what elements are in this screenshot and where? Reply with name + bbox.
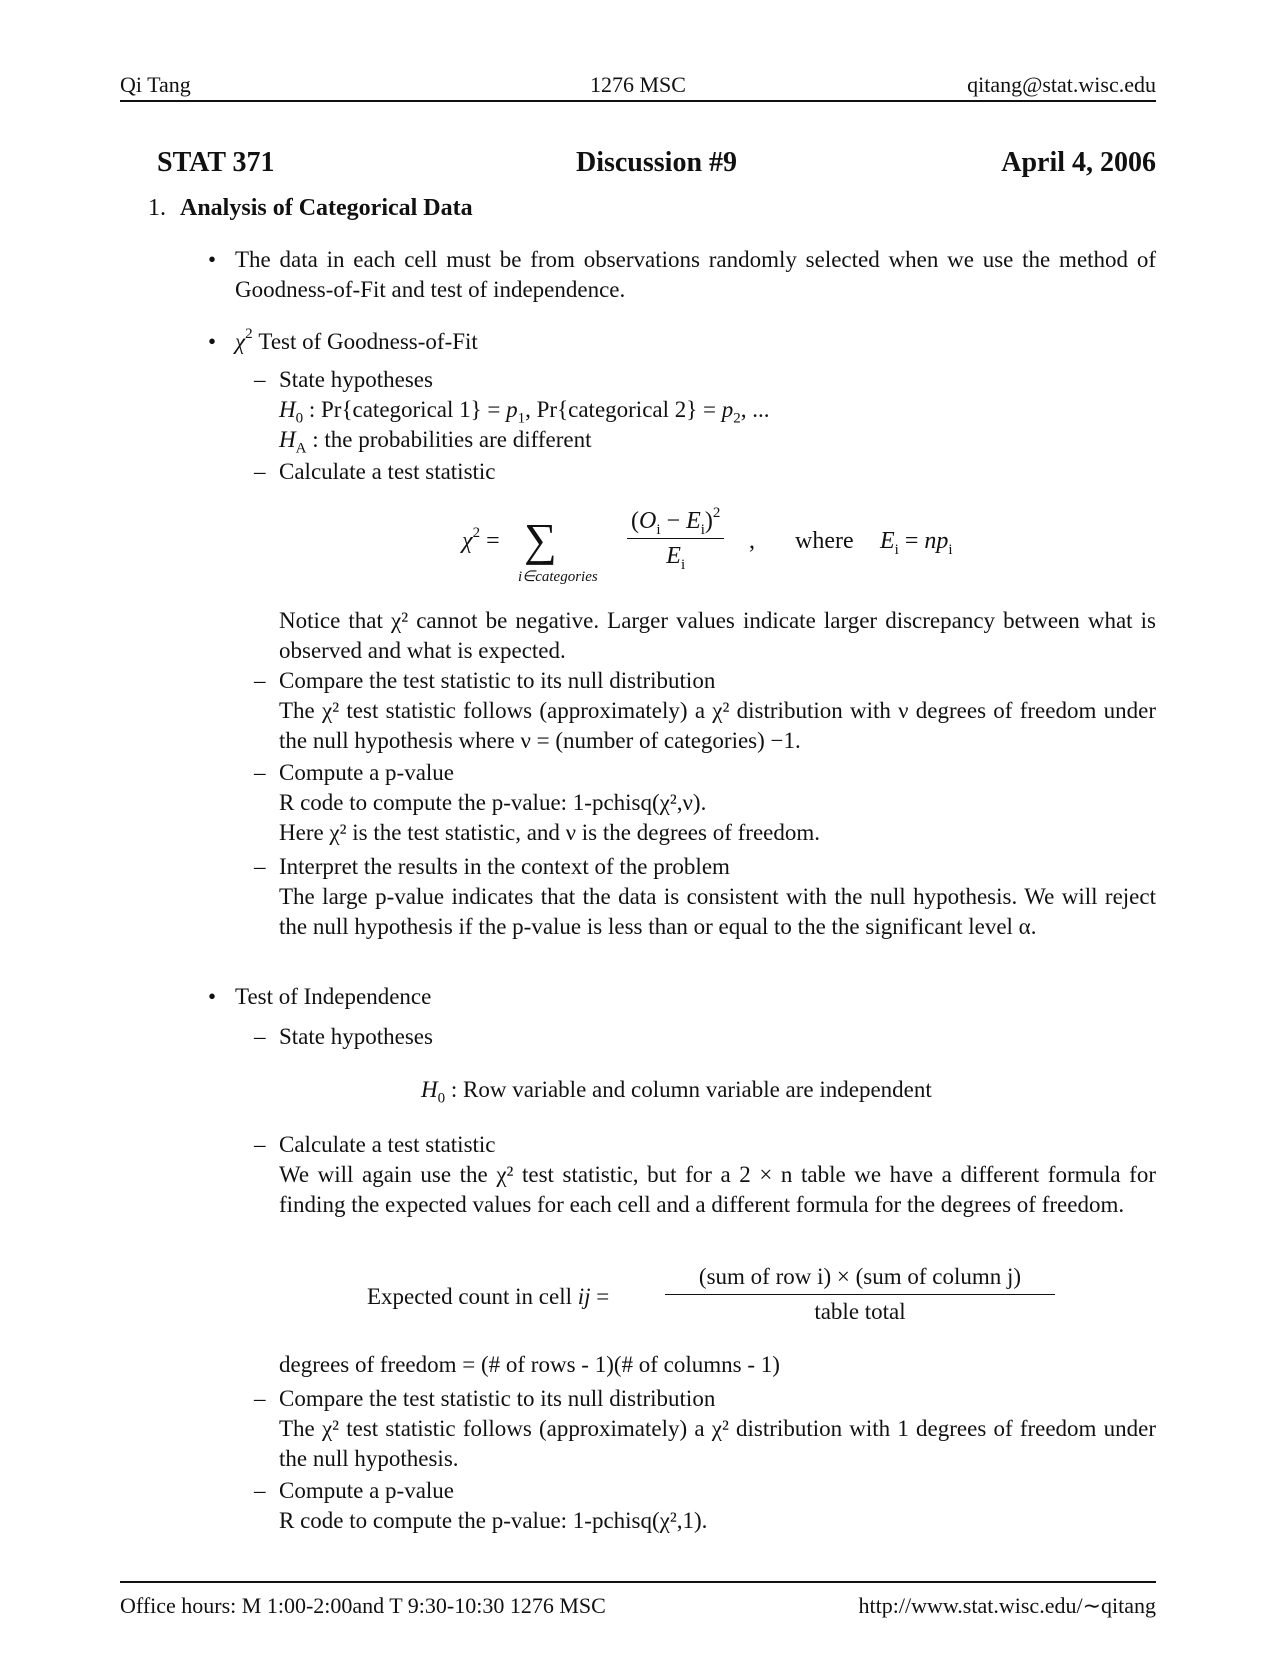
section-number: 1. [148,195,166,221]
indep-compare-text: The χ² test statistic follows (approximately) a χ² distribution with 1 degrees of freedom under the null hypothesis. [279,1416,1156,1471]
gof-interpret: Interpret the results in the context of the problem [279,854,730,879]
gof-pvalue-note: Here χ² is the test statistic, and ν is the degrees of freedom. [279,820,821,845]
office-hours: Office hours: M 1:00-2:00and T 9:30-10:30 1276 MSC [120,1593,606,1618]
gof-compare: Compare the test statistic to its null distribution [279,668,716,693]
gof-ha: $H_A$ : the probabilities are different [279,427,592,457]
indep-pvalue: Compute a p-value [279,1478,455,1503]
discussion-title: Discussion #9 [575,147,738,178]
dash-icon: – [254,1478,266,1503]
formula-where: where [795,528,854,554]
indep-calc-text: We will again use the χ² test statistic, but for a 2 × n table we have a different formula for finding the expected values for each cell and a different formula for the degrees of freedom. [279,1162,1156,1217]
indep-state-hypotheses: State hypotheses [279,1024,433,1049]
running-header [120,70,1156,102]
gof-pvalue: Compute a p-value [279,760,455,785]
expected-numerator: (sum of row i) × (sum of column j) [665,1262,1055,1295]
bullet-icon: • [208,984,217,1009]
course-title: STAT 371 [157,147,275,178]
dash-icon: – [254,668,266,693]
section-title: Analysis of Categorical Data [180,195,473,221]
bullet-icon: • [208,329,217,354]
gof-pvalue-code: R code to compute the p-value: 1-pchisq(χ²,ν). [279,790,707,815]
section-heading [148,193,473,223]
document-page: Qi Tang 1276 MSC qitang@stat.wisc.edu STAT 371 Discussion #9 April 4, 2006 1. Analysis of Categorical Data • The data in each cell must be from observations randomly selected when we use the method of Goodness-of-Fit and test of independence. • $\chi^2$ Test of Goodness-of-Fit – State hypotheses $H_0$ : Pr{categorical $1\} = p_1$, Pr{categorical $2\} = p_2$, ... $H_A$ : the probabilities are different – Calculate a test statistic $\chi^2$ = ∑ i∈categories $\frac{(O_i - E_i)^2}{E_i}$ , where $E_i = np_i$ Notice that χ² cannot be negative. Larger values indicate larger discrepancy between what is observed and what is expected. – Compare the test statistic to its null distribution The χ² test statistic follows (approximately) a χ² distribution with ν degrees of freedom under the null hypothesis where ν = (number of categories) −1. – Compute a p-value R code to compute the p-value: 1-pchisq(χ²,ν). Here χ² is the test statistic, and ν is the degrees of freedom. – Interpret the results in the context of the problem The large p-value indicates that the data is consistent with the null hypothesis. We will reject the null hypothesis if the p-value is less than or equal to the the significant level α. • Test of Independence – State hypotheses $H_0$ : Row variable and column variable are independent – Calculate a test statistic We will again use the χ² test statistic, but for a 2 × n table we have a different formula for finding the expected values for each cell and a different formula for the degrees of freedom. Expected count in cell ij = (sum of row i) × (sum of column j) table total degrees of freedom = (# of rows - 1)(# of columns - 1) – Compare the test statistic to its null distribution The χ² test statistic follows (approximately) a χ² distribution with 1 degrees of freedom under the null hypothesis. – Compute a p-value R code to compute the p-value: 1-pchisq(χ²,1). Office hours: M 1:00-2:00and T 9:30-10:30 1276 MSC http://www.stat.wisc.edu/∼qitang [0,0,1280,1656]
gof-interpret-text: The large p-value indicates that the data is consistent with the null hypothesis. We will reject the null hypothesis if the p-value is less than or equal to the the significant level α. [279,884,1156,939]
dash-icon: – [254,1024,266,1049]
dash-icon: – [254,760,266,785]
gof-compare-text: The χ² test statistic follows (approximately) a χ² distribution with ν degrees of freedom under the null hypothesis where ν = (number of categories) −1. [279,698,1156,753]
indep-compare: Compare the test statistic to its null distribution [279,1386,716,1411]
discussion-date: April 4, 2006 [1001,147,1156,178]
gof-state-hypotheses: State hypotheses [279,367,433,392]
dash-icon: – [254,854,266,879]
dash-icon: – [254,1132,266,1157]
author-name: Qi Tang [120,72,191,97]
page-footer [120,1581,1156,1618]
expected-denominator: table total [814,1299,906,1324]
homepage-link[interactable]: http://www.stat.wisc.edu/∼qitang [858,1593,1156,1618]
bullet-icon: • [208,247,217,272]
summation-icon: ∑ [524,514,557,565]
author-email: qitang@stat.wisc.edu [967,72,1156,97]
dash-icon: – [254,1386,266,1411]
gof-heading: $\chi^2$ Test of Goodness-of-Fit [235,326,478,354]
gof-h0: $H_0$ : Pr{categorical $1\} = p_1$, Pr{categorical $2\} = p_2$, ... [279,397,770,427]
summation-index: i∈categories [518,569,598,585]
office-location: 1276 MSC [590,72,686,97]
formula-fraction: $\frac{(O_i - E_i)^2}{E_i}$ [627,506,724,571]
expected-fraction [665,1262,1055,1327]
degrees-of-freedom-formula: degrees of freedom = (# of rows - 1)(# of columns - 1) [279,1352,780,1377]
gof-notice: Notice that χ² cannot be negative. Larger values indicate larger discrepancy between what is observed and what is expected. [279,608,1156,663]
indep-h0: $H_0$ : Row variable and column variable are independent [421,1077,932,1107]
dash-icon: – [254,459,266,484]
indep-calc-statistic: Calculate a test statistic [279,1132,496,1157]
indep-heading: Test of Independence [235,984,432,1009]
bullet-random-selection: The data in each cell must be from observations randomly selected when we use the method of Goodness-of-Fit and test of independence. [235,247,1156,302]
gof-calc-statistic: Calculate a test statistic [279,459,496,484]
dash-icon: – [254,367,266,392]
indep-pvalue-code: R code to compute the p-value: 1-pchisq(χ²,1). [279,1508,708,1533]
